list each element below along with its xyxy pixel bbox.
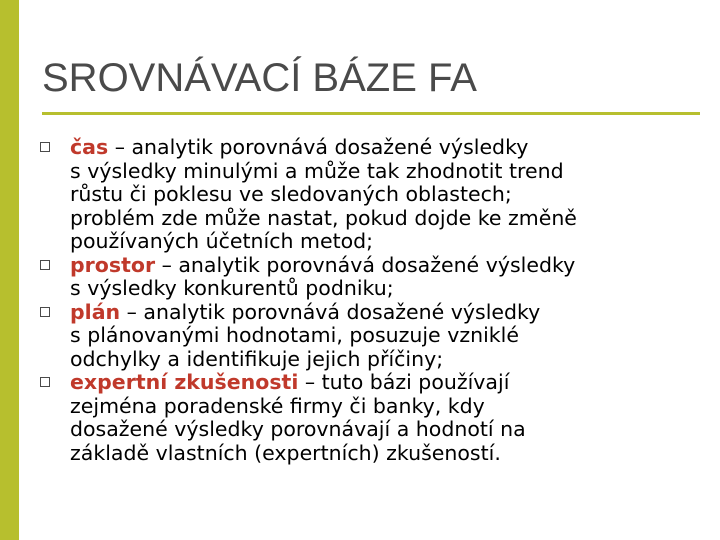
- bullet-line: zejména poradenské firmy či banky, kdy: [70, 393, 485, 418]
- square-bullet-icon: [40, 260, 50, 270]
- bullet-line: s výsledky minulými a může tak zhodnotit trend: [70, 158, 564, 183]
- bullet-line: používaných účetních metod;: [70, 229, 374, 253]
- square-bullet-icon: [40, 142, 50, 152]
- bullet-line: s plánovanými hodnotami, posuzuje vzniklé: [70, 323, 519, 347]
- square-bullet-icon: [40, 307, 50, 317]
- bullet-line: problém zde může nastat, pokud dojde ke změně: [70, 205, 577, 230]
- slide-title: SROVNÁVACÍ BÁZE FA: [42, 56, 477, 100]
- bullet-line: dosažené výsledky porovnávají a hodnotí na: [70, 417, 526, 441]
- bullet-keyword: prostor: [70, 252, 156, 277]
- bullet-item-plan: [40, 301, 700, 372]
- bullet-item-expertni-zkusenosti: [40, 371, 700, 465]
- bullet-text: – analytik porovnává dosažené výsledky: [120, 299, 541, 324]
- bullet-line: [70, 136, 700, 160]
- title-underline: [42, 112, 700, 115]
- bullet-line: [70, 301, 700, 325]
- square-bullet-icon: [40, 377, 50, 387]
- bullet-line: růstu či poklesu ve sledovaných oblastech;: [70, 182, 512, 206]
- bullet-text: – analytik porovnává dosažené výsledky: [155, 252, 576, 277]
- bullet-line: odchylky a identifikuje jejich příčiny;: [70, 346, 444, 371]
- bullet-line: [70, 371, 700, 395]
- bullet-line: [70, 254, 700, 278]
- bullet-keyword: čas: [70, 135, 109, 159]
- bullet-line: s výsledky konkurentů podniku;: [70, 276, 394, 300]
- bullet-text: – analytik porovnává dosažené výsledky: [108, 135, 529, 159]
- bullet-text: – tuto bázi používají: [298, 370, 510, 394]
- bullet-item-cas: [40, 136, 700, 254]
- bullet-keyword: plán: [70, 299, 121, 324]
- bullet-keyword: expertní zkušenosti: [70, 370, 299, 394]
- bullet-item-prostor: [40, 254, 700, 301]
- accent-side-bar: [0, 0, 19, 540]
- bullet-line: základě vlastních (expertních) zkušeností.: [70, 440, 501, 465]
- bullet-list: [40, 136, 700, 465]
